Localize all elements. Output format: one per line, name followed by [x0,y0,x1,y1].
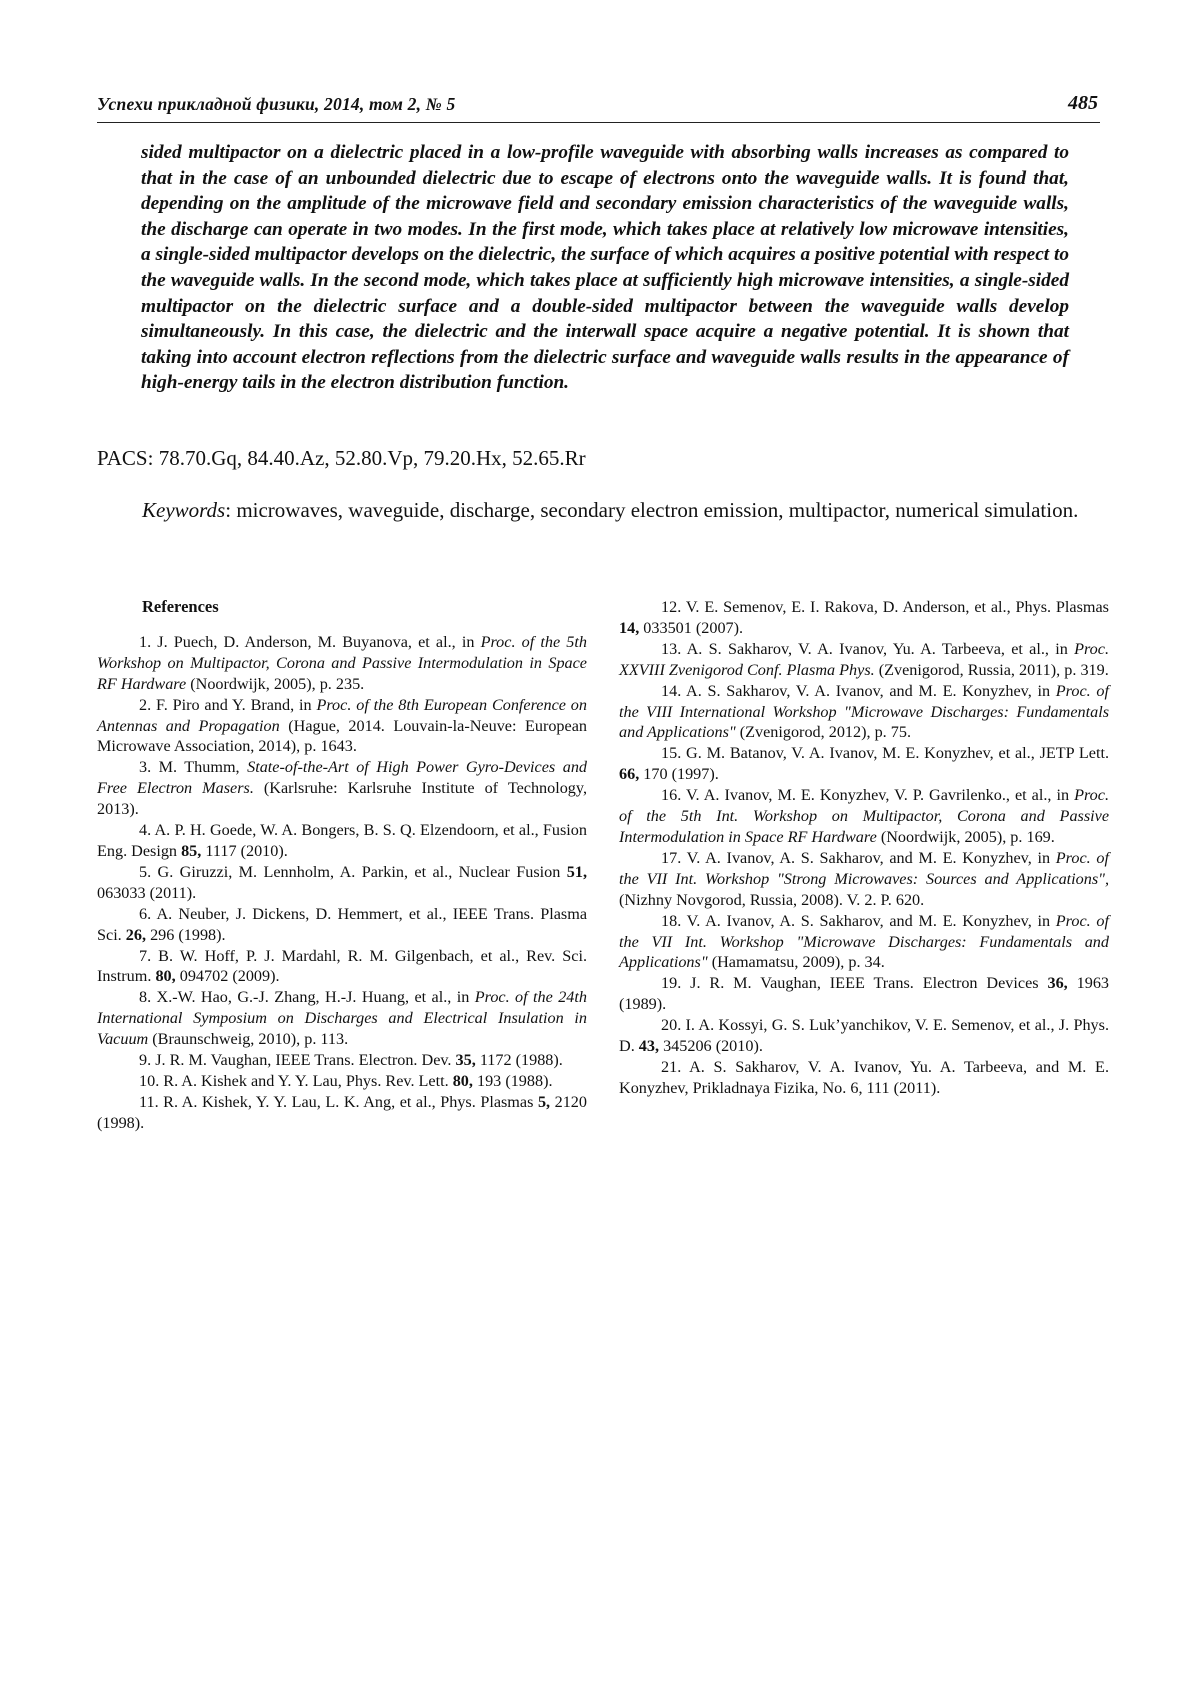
reference-text: 193 (1988). [472,1071,553,1090]
reference-text: 345206 (2010). [659,1037,763,1056]
reference-item [619,743,1109,785]
reference-item [97,1092,587,1134]
reference-item [97,1071,587,1092]
reference-text: State-of-the-Art of High Power Gyro-Devices and Free Electron Masers. [97,758,588,798]
reference-text: Proc. of the 5th Int. Workshop on Multipactor, Corona and Passive Intermodulation in Space RF Hardware [619,786,1109,846]
reference-text: 9. J. R. M. Vaughan, IEEE Trans. Electron. Dev. [139,1051,456,1070]
reference-text: 033501 (2007). [639,618,744,637]
reference-text: 2120 (1998). [97,1092,587,1132]
reference-item [97,757,587,820]
references-heading: References [142,597,219,616]
reference-text: Proc. of the 24th International Symposium on Discharges and Electrical Insulation in Vacuum [97,988,587,1049]
reference-text: (Nizhny Novgorod, Russia, 2008). V. 2. P. 620. [619,890,925,909]
reference-text: Proc. of the VII Int. Workshop "Strong Microwaves: Sources and Applications", [619,848,1109,888]
reference-text: 17. V. A. Ivanov, A. S. Sakharov, and M. E. Konyzhev, in [661,848,1056,867]
reference-text: Proc. of the VII Int. Workshop "Microwave Discharges: Fundamentals and Applications" [619,911,1109,972]
reference-text: (Hamamatsu, 2009), p. 34. [707,953,885,972]
reference-item [97,820,587,862]
abstract-text: sided multipactor on a dielectric placed in a low-profile waveguide with absorbing walls increases as compared to that in the case of an unbounded dielectric due to escape of electrons onto the waveguide walls. It is found that, depending on the amplitude of the microwave field and secondary emission characteristics of the waveguide walls, the discharge can operate in two modes. In the first mode, which takes place at relatively low microwave intensities, a single-sided multipactor develops on the dielectric, the surface of which acquires a positive potential with respect to the waveguide walls. In the second mode, which takes place at sufficiently high microwave intensities, a single-sided multipactor on the dielectric surface and a double-sided multipactor between the waveguide walls develop simultaneously. In this case, the dielectric and the interwall space acquire a negative potential. It is shown that taking into account electron reflections from the dielectric surface and waveguide walls results in the appearance of high-energy tails in the electron distribution function. [141,142,1069,394]
reference-text: Proc. XXVIII Zvenigorod Conf. Plasma Phys. [619,639,1109,679]
reference-text: 063033 (2011). [97,883,197,902]
reference-text: 80, [155,967,176,986]
reference-text: 51, [566,862,587,881]
reference-text: 10. R. A. Kishek and Y. Y. Lau, Phys. Rev. Lett. [139,1071,453,1090]
reference-text: 094702 (2009). [175,967,280,986]
references-column-right [619,597,1109,1099]
reference-text: 11. R. A. Kishek, Y. Y. Lau, L. K. Ang, et al., Phys. Plasmas [139,1092,538,1111]
journal-title: Успехи прикладной физики, 2014, том 2, № 5 [97,94,456,114]
reference-text: 1963 (1989). [619,974,1109,1014]
reference-text: 66, [619,765,640,784]
reference-text: 15. G. M. Batanov, V. A. Ivanov, M. E. Konyzhev, et al., JETP Lett. [661,744,1109,763]
reference-text: (Hague, 2014. Louvain-la-Neuve: European Microwave Association, 2014), p. 1643. [97,716,587,756]
reference-text: 4. A. P. H. Goede, W. A. Bongers, B. S. Q. Elzendoorn, et al., Fusion Eng. Design [97,821,587,860]
reference-text: 36, [1047,974,1068,993]
reference-text: 35, [455,1051,476,1070]
reference-text: 16. V. A. Ivanov, M. E. Konyzhev, V. P. Gavrilenko., et al., in [661,786,1075,805]
reference-text: 296 (1998). [146,925,226,944]
keywords-text: : microwaves, waveguide, discharge, secondary electron emission, multipactor, numerical simulation. [225,498,1079,522]
reference-item [619,973,1109,1015]
reference-text: (Noordwijk, 2005), p. 169. [876,827,1055,846]
reference-item [619,911,1109,974]
reference-text: 20. I. A. Kossyi, G. S. Luk’yanchikov, V. E. Semenov, et al., J. Phys. D. [619,1016,1109,1056]
reference-text: 3. M. Thumm, [139,758,248,777]
reference-text: 6. A. Neuber, J. Dickens, D. Hemmert, et al., IEEE Trans. Plasma Sci. [97,904,587,944]
reference-item [619,681,1109,744]
keywords [97,497,1100,524]
reference-text: 2. F. Piro and Y. Brand, in [139,695,317,714]
pacs-codes: PACS: 78.70.Gq, 84.40.Az, 52.80.Vp, 79.20.Hx, 52.65.Rr [97,446,586,470]
reference-item [97,1050,587,1071]
references-list-right [619,597,1109,1099]
reference-text: 5. G. Giruzzi, M. Lennholm, A. Parkin, et al., Nuclear Fusion [139,862,567,881]
reference-text: (Braunschweig, 2010), p. 113. [148,1030,349,1049]
reference-text: (Zvenigorod, Russia, 2011), p. 319. [874,660,1109,679]
reference-item [97,987,587,1050]
reference-item [619,848,1109,911]
reference-item [619,1015,1109,1057]
reference-text: 13. A. S. Sakharov, V. A. Ivanov, Yu. A. Tarbeeva, et al., in [661,639,1075,658]
reference-text: 5, [537,1092,551,1111]
reference-text: (Zvenigorod, 2012), p. 75. [735,723,912,742]
reference-text: 14. A. S. Sakharov, V. A. Ivanov, and M. E. Konyzhev, in [661,681,1056,700]
reference-item [619,597,1109,639]
reference-text: 7. B. W. Hoff, P. J. Mardahl, R. M. Gilgenbach, et al., Rev. Sci. Instrum. [97,946,587,986]
reference-text: 8. X.-W. Hao, G.-J. Zhang, H.-J. Huang, et al., in [139,988,475,1007]
reference-item [619,785,1109,848]
reference-item [97,904,587,946]
reference-text: 80, [452,1071,473,1090]
reference-item [97,695,587,758]
reference-item [97,862,587,904]
reference-item [619,1057,1109,1099]
reference-text: 26, [125,925,147,944]
page-number: 485 [1068,92,1098,114]
reference-text: 1117 (2010). [201,841,288,860]
reference-text: 170 (1997). [639,765,719,784]
reference-text: Proc. of the 5th Workshop on Multipactor, Corona and Passive Intermodulation in Space RF Hardware [97,632,587,693]
reference-text: 1172 (1988). [475,1051,563,1070]
keywords-label: Keywords [142,498,226,522]
running-header [97,92,1100,123]
reference-text: Proc. of the 8th European Conference on Antennas and Propagation [97,695,587,735]
reference-text: Proc. of the VIII International Workshop "Microwave Discharges: Fundamentals and Applications" [619,681,1109,742]
reference-item [97,946,587,988]
reference-text: 21. A. S. Sakharov, V. A. Ivanov, Yu. A. Tarbeeva, and M. E. Konyzhev, Prikladnaya Fizika, No. 6, 111 (2011). [619,1057,1109,1097]
reference-item [97,632,587,695]
reference-text: (Karlsruhe: Karlsruhe Institute of Technology, 2013). [97,779,587,819]
reference-text: 18. V. A. Ivanov, A. S. Sakharov, and M. E. Konyzhev, in [661,911,1056,930]
references-list-left [97,632,587,1134]
reference-text: 14, [619,618,640,637]
reference-item [619,639,1109,681]
reference-text: (Noordwijk, 2005), p. 235. [186,674,365,693]
reference-text: 1. J. Puech, D. Anderson, M. Buyanova, et al., in [139,632,481,651]
reference-text: 43, [638,1037,660,1056]
references-column-left [97,597,587,1134]
reference-text: 85, [181,841,202,860]
reference-text: 12. V. E. Semenov, E. I. Rakova, D. Anderson, et al., Phys. Plasmas [661,598,1109,616]
reference-text: 19. J. R. M. Vaughan, IEEE Trans. Electron Devices [661,974,1048,993]
